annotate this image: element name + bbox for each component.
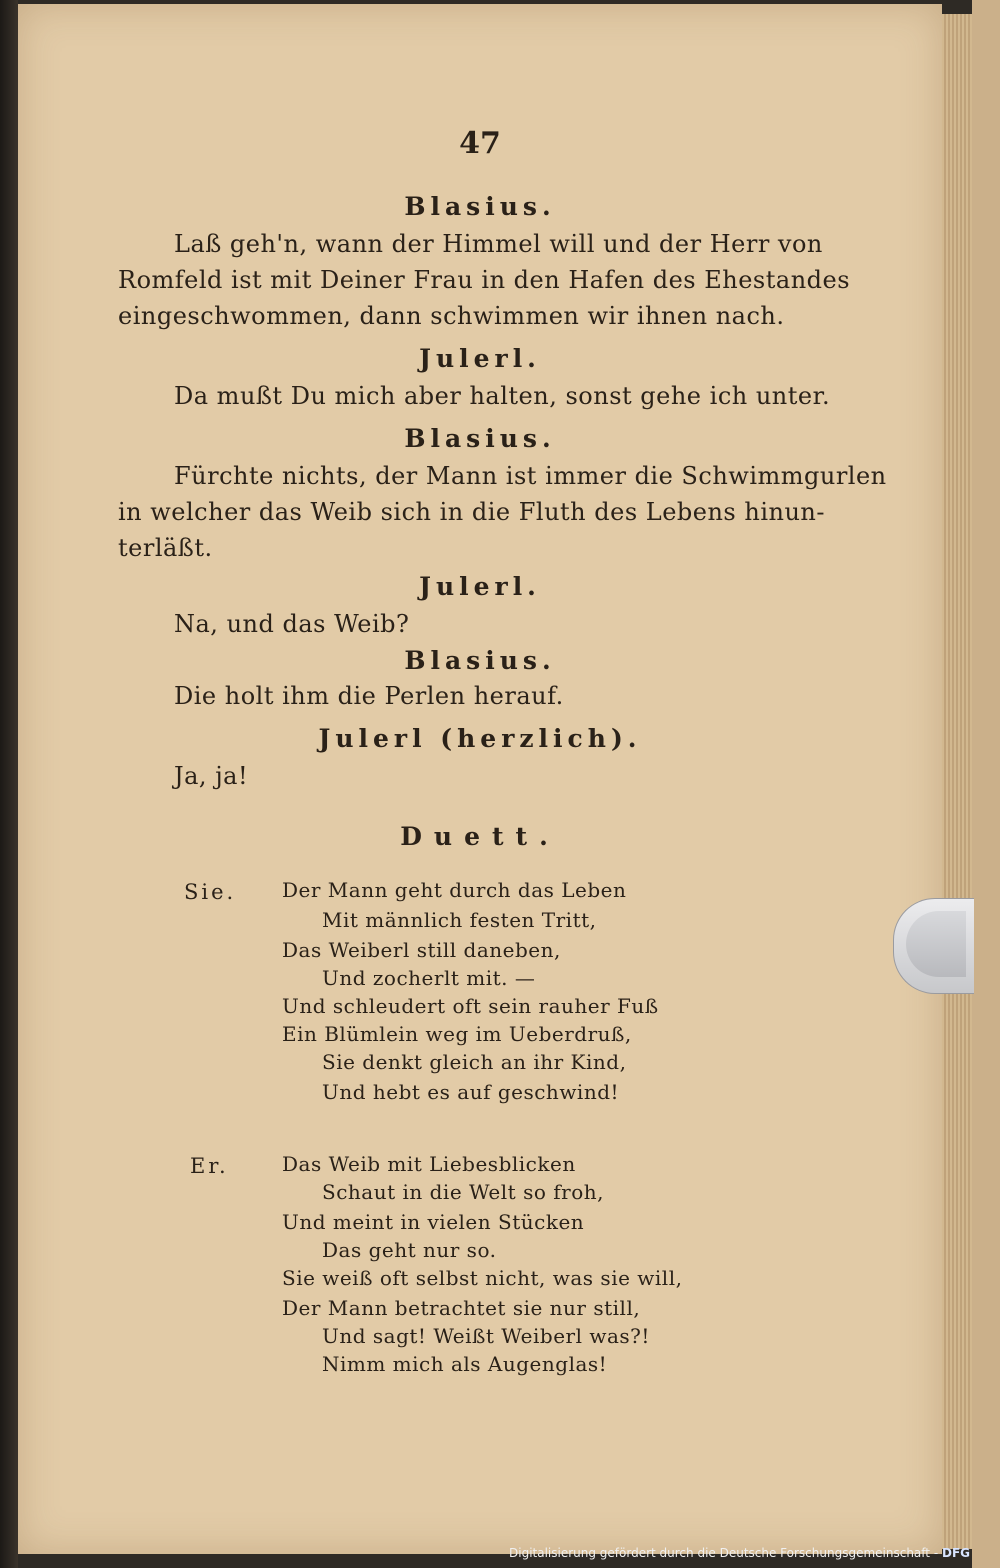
page-text	[18, 4, 942, 1554]
page-clip	[893, 898, 974, 994]
song-line: Der Mann geht durch das Leben	[282, 878, 627, 902]
page-number: 47	[459, 126, 501, 161]
song-line: Das Weib mit Liebesblicken	[282, 1152, 576, 1176]
speaker-blasius: Blasius.	[404, 646, 556, 675]
dialogue-line: Romfeld ist mit Deiner Frau in den Hafen des Ehestandes	[118, 266, 851, 294]
scan-margin	[972, 0, 1000, 1568]
song-line: Der Mann betrachtet sie nur still,	[282, 1296, 641, 1320]
speaker-julerl: Julerl (herzlich).	[318, 724, 642, 753]
dialogue-line: Fürchte nichts, der Mann ist immer die Schwimmgurlen	[174, 462, 887, 490]
speaker-blasius: Blasius.	[404, 192, 556, 221]
song-line: Mit männlich festen Tritt,	[322, 908, 597, 932]
song-line: Und schleudert oft sein rauher Fuß	[282, 994, 659, 1018]
page-clip-inner	[906, 911, 966, 977]
song-line: Sie weiß oft selbst nicht, was sie will,	[282, 1266, 683, 1290]
dialogue-line: Da mußt Du mich aber halten, sonst gehe ich unter.	[174, 382, 831, 410]
dialogue-line: in welcher das Weib sich in die Fluth des Lebens hinun-	[118, 498, 825, 526]
song-line: Nimm mich als Augenglas!	[322, 1352, 608, 1376]
book-spine	[0, 0, 18, 1568]
dialogue-line: Ja, ja!	[174, 762, 249, 790]
digitization-credit	[509, 1546, 970, 1560]
song-line: Und hebt es auf geschwind!	[322, 1080, 620, 1104]
book-page	[18, 4, 942, 1554]
song-line: Ein Blümlein weg im Ueberdruß,	[282, 1022, 632, 1046]
singer-label: Sie.	[184, 880, 237, 904]
dialogue-line: Laß geh'n, wann der Himmel will und der Herr von	[174, 230, 823, 258]
speaker-julerl: Julerl.	[419, 344, 541, 373]
dialogue-line: Die holt ihm die Perlen herauf.	[174, 682, 564, 710]
speaker-blasius: Blasius.	[404, 424, 556, 453]
page-edges	[942, 14, 972, 1549]
song-line: Sie denkt gleich an ihr Kind,	[322, 1050, 627, 1074]
dialogue-line: terläßt.	[118, 534, 213, 562]
song-line: Das geht nur so.	[322, 1238, 497, 1262]
dialogue-line: eingeschwommen, dann schwimmen wir ihnen nach.	[118, 302, 785, 330]
song-line: Schaut in die Welt so froh,	[322, 1180, 604, 1204]
song-heading: Duett.	[400, 822, 560, 851]
song-line: Und sagt! Weißt Weiberl was?!	[322, 1324, 650, 1348]
song-line: Und zocherlt mit. —	[322, 966, 536, 990]
singer-label: Er.	[190, 1154, 229, 1178]
song-line: Und meint in vielen Stücken	[282, 1210, 585, 1234]
footer-text: Digitalisierung gefördert durch die Deutsche Forschungsgemeinschaft -	[509, 1546, 939, 1560]
dialogue-line: Na, und das Weib?	[174, 610, 410, 638]
speaker-julerl: Julerl.	[419, 572, 541, 601]
song-line: Das Weiberl still daneben,	[282, 938, 561, 962]
dfg-logo: DFG	[941, 1546, 970, 1560]
